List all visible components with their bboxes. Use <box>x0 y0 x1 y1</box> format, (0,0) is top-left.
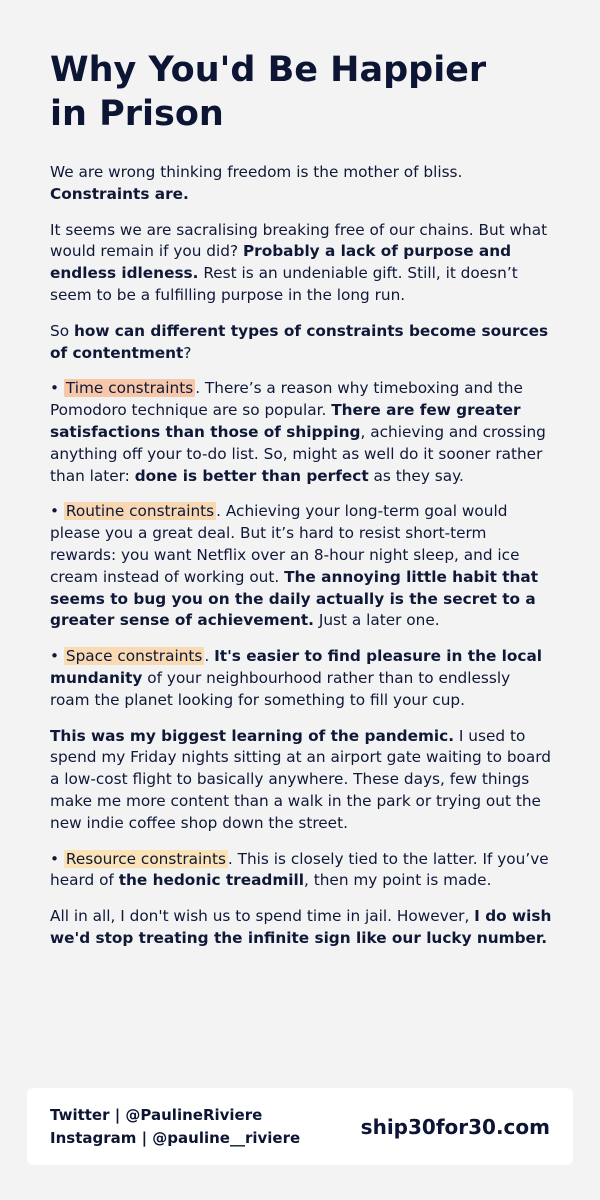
paragraph-chains <box>50 220 552 307</box>
bold-text: how can different types of constraints become sources of contentment <box>50 321 549 362</box>
text-span: • <box>50 647 64 666</box>
article-body <box>50 162 552 964</box>
text-span: as they say. <box>368 466 464 485</box>
bold-text: There are few greater satisfactions than those of shipping <box>50 401 521 441</box>
text-span: , achieving and crossing anything off your to-do list. So, might as well do it sooner rather than later: <box>50 422 546 485</box>
paragraph-resource <box>50 849 552 893</box>
bold-text: This was my biggest learning of the pandemic. <box>50 726 455 745</box>
paragraph-time <box>50 378 552 487</box>
bold-text: Probably a lack of purpose and endless idleness. <box>50 242 512 283</box>
twitter-handle: Twitter | @PaulineRiviere <box>50 1106 263 1124</box>
text-span: I used to spend my Friday nights sitting at an airport gate waiting to board a low-cost flight to basically anywhere. These days, few things make me more content than a walk in the park or trying out the new indie coffee shop down the street. <box>50 726 552 832</box>
text-span: • <box>50 379 64 398</box>
text-span: . Achieving your long-term goal would please you a great deal. But it’s hard to resist short-term rewards: you want Netflix over an 8-hour night sleep, and ice cream instead of working out. <box>50 502 520 586</box>
text-span: All in all, I don't wish us to spend time in jail. However, <box>50 907 475 926</box>
bold-text: The annoying little habit that seems to bug you on the daily actually is the secret to a greater sense of achievement. <box>50 567 539 630</box>
social-handles <box>50 1104 300 1150</box>
bold-text: I do wish we'd stop treating the infinite sign like our lucky number. <box>50 907 552 947</box>
text-span: of your neighbourhood rather than to endlessly roam the planet looking for something to fill your cup. <box>50 668 511 709</box>
bold-text: the hedonic treadmill <box>118 871 305 890</box>
highlighted-heading: Time constraints <box>65 379 194 398</box>
bold-text: done is better than perfect <box>134 466 369 485</box>
bold-text: It's easier to find pleasure in the local mundanity <box>50 647 543 687</box>
text-span: • <box>50 849 64 868</box>
site-url: ship30for30.com <box>360 1115 550 1139</box>
title-line-1: Why You'd Be Happier <box>50 50 487 90</box>
paragraph-routine <box>50 501 552 632</box>
text-span: • <box>50 502 64 521</box>
footer-card <box>27 1088 573 1165</box>
title-line-2: in Prison <box>50 94 224 134</box>
paragraph-conclusion <box>50 906 552 950</box>
text-span: We are wrong thinking freedom is the mother of bliss. <box>50 163 463 181</box>
text-span: So <box>50 321 74 340</box>
text-span: It seems we are sacralising breaking free of our chains. But what would remain if you did? <box>50 220 548 261</box>
page-title <box>50 48 550 136</box>
highlighted-heading: Space constraints <box>65 647 203 666</box>
instagram-handle: Instagram | @pauline__riviere <box>50 1129 301 1147</box>
text-span: . <box>204 647 215 666</box>
text-span: Rest is an undeniable gift. Still, it doesn’t seem to be a fulfilling purpose in the long run. <box>50 264 518 304</box>
highlighted-heading: Routine constraints <box>65 502 215 521</box>
bold-text: Constraints are. <box>50 184 189 203</box>
paragraph-pandemic <box>50 726 552 835</box>
text-span: . There’s a reason why timeboxing and the Pomodoro technique are so popular. <box>50 379 523 420</box>
paragraph-question <box>50 321 552 365</box>
paragraph-intro <box>50 162 552 206</box>
text-span: ? <box>183 343 192 362</box>
highlighted-heading: Resource constraints <box>65 849 226 868</box>
text-span: Just a later one. <box>313 611 440 630</box>
paragraph-space <box>50 646 552 711</box>
text-span: . This is closely tied to the latter. If you’ve heard of <box>50 849 549 890</box>
text-span: , then my point is made. <box>304 871 492 890</box>
